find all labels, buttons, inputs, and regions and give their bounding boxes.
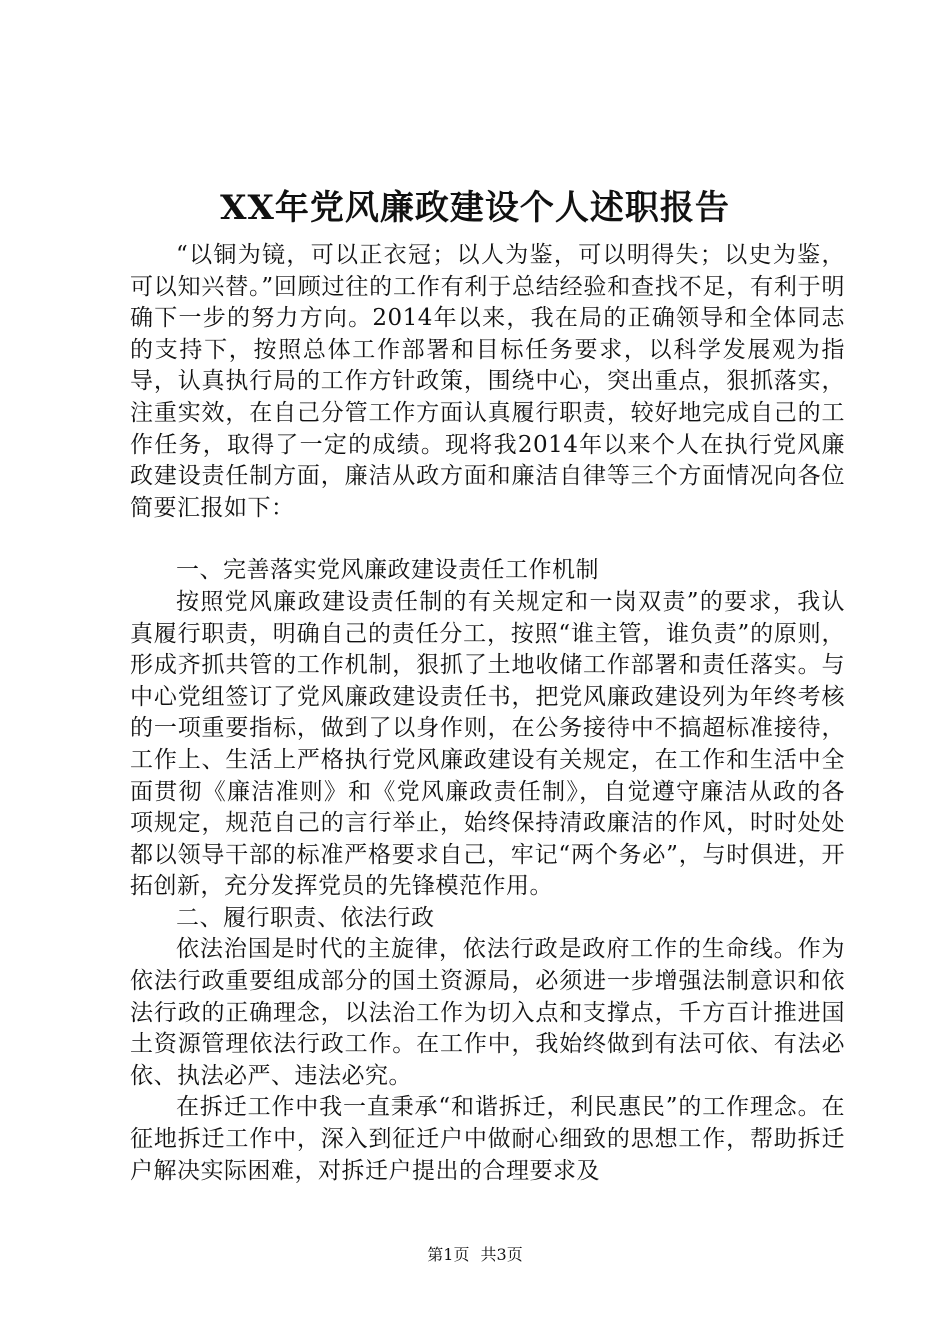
section-heading-1: 一、完善落实党风廉政建设责任工作机制 bbox=[176, 557, 599, 584]
page-footer bbox=[0, 1244, 950, 1266]
document-body bbox=[130, 240, 845, 1187]
section-1-paragraph: 按照党风廉政建设责任制的有关规定和一岗双责”的要求，我认真履行职责，明确自己的责任分工，按照“谁主管，谁负责”的原则，形成齐抓共管的工作机制，狠抓了土地收储工作部署和责任落实。与中心党组签订了党风廉政建设责任书，把党风廉政建设列为年终考核的一项重要指标，做到了以身作则，在公务接待中不搞超标准接待，工作上、生活上严格执行党风廉政建设有关规定，在工作和生活中全面贯彻《廉洁准则》和《党风廉政责任制》，自觉遵守廉洁从政的各项规定，规范自己的言行举止，始终保持清政廉洁的作风，时时处处都以领导干部的标准严格要求自己，牢记“两个务必”，与时俱进，开拓创新，充分发挥党员的先锋模范作用。 bbox=[130, 588, 845, 900]
intro-paragraph: “以铜为镜，可以正衣冠；以人为鉴，可以明得失；以史为鉴，可以知兴替。”回顾过往的工作有利于总结经验和查找不足，有利于明确下一步的努力方向。2014年以来，我在局的正确领导和全体同志的支持下，按照总体工作部署和目标任务要求，以科学发展观为指导，认真执行局的工作方针政策，围绕中心，突出重点，狠抓落实，注重实效，在自己分管工作方面认真履行职责，较好地完成自己的工作任务，取得了一定的成绩。现将我2014年以来个人在执行党风廉政建设责任制方面，廉洁从政方面和廉洁自律等三个方面情况向各位简要汇报如下： bbox=[130, 242, 845, 521]
section-2-paragraph-1: 依法治国是时代的主旋律，依法行政是政府工作的生命线。作为依法行政重要组成部分的国土资源局，必须进一步增强法制意识和依法行政的正确理念，以法治工作为切入点和支撑点，千方百计推进国土资源管理依法行政工作。在工作中，我始终做到有法可依、有法必依、执法必严、违法必究。 bbox=[130, 936, 845, 1089]
section-heading-2: 二、履行职责、依法行政 bbox=[176, 904, 435, 931]
section-2-paragraph-2: 在拆迁工作中我一直秉承“和谐拆迁，利民惠民”的工作理念。在征地拆迁工作中，深入到征迁户中做耐心细致的思想工作，帮助拆迁户解决实际困难，对拆迁户提出的合理要求及 bbox=[130, 1094, 845, 1184]
page-number: 第1页 bbox=[427, 1245, 470, 1264]
page-total: 共3页 bbox=[480, 1245, 523, 1264]
document-title: XX年党风廉政建设个人述职报告 bbox=[220, 188, 730, 228]
